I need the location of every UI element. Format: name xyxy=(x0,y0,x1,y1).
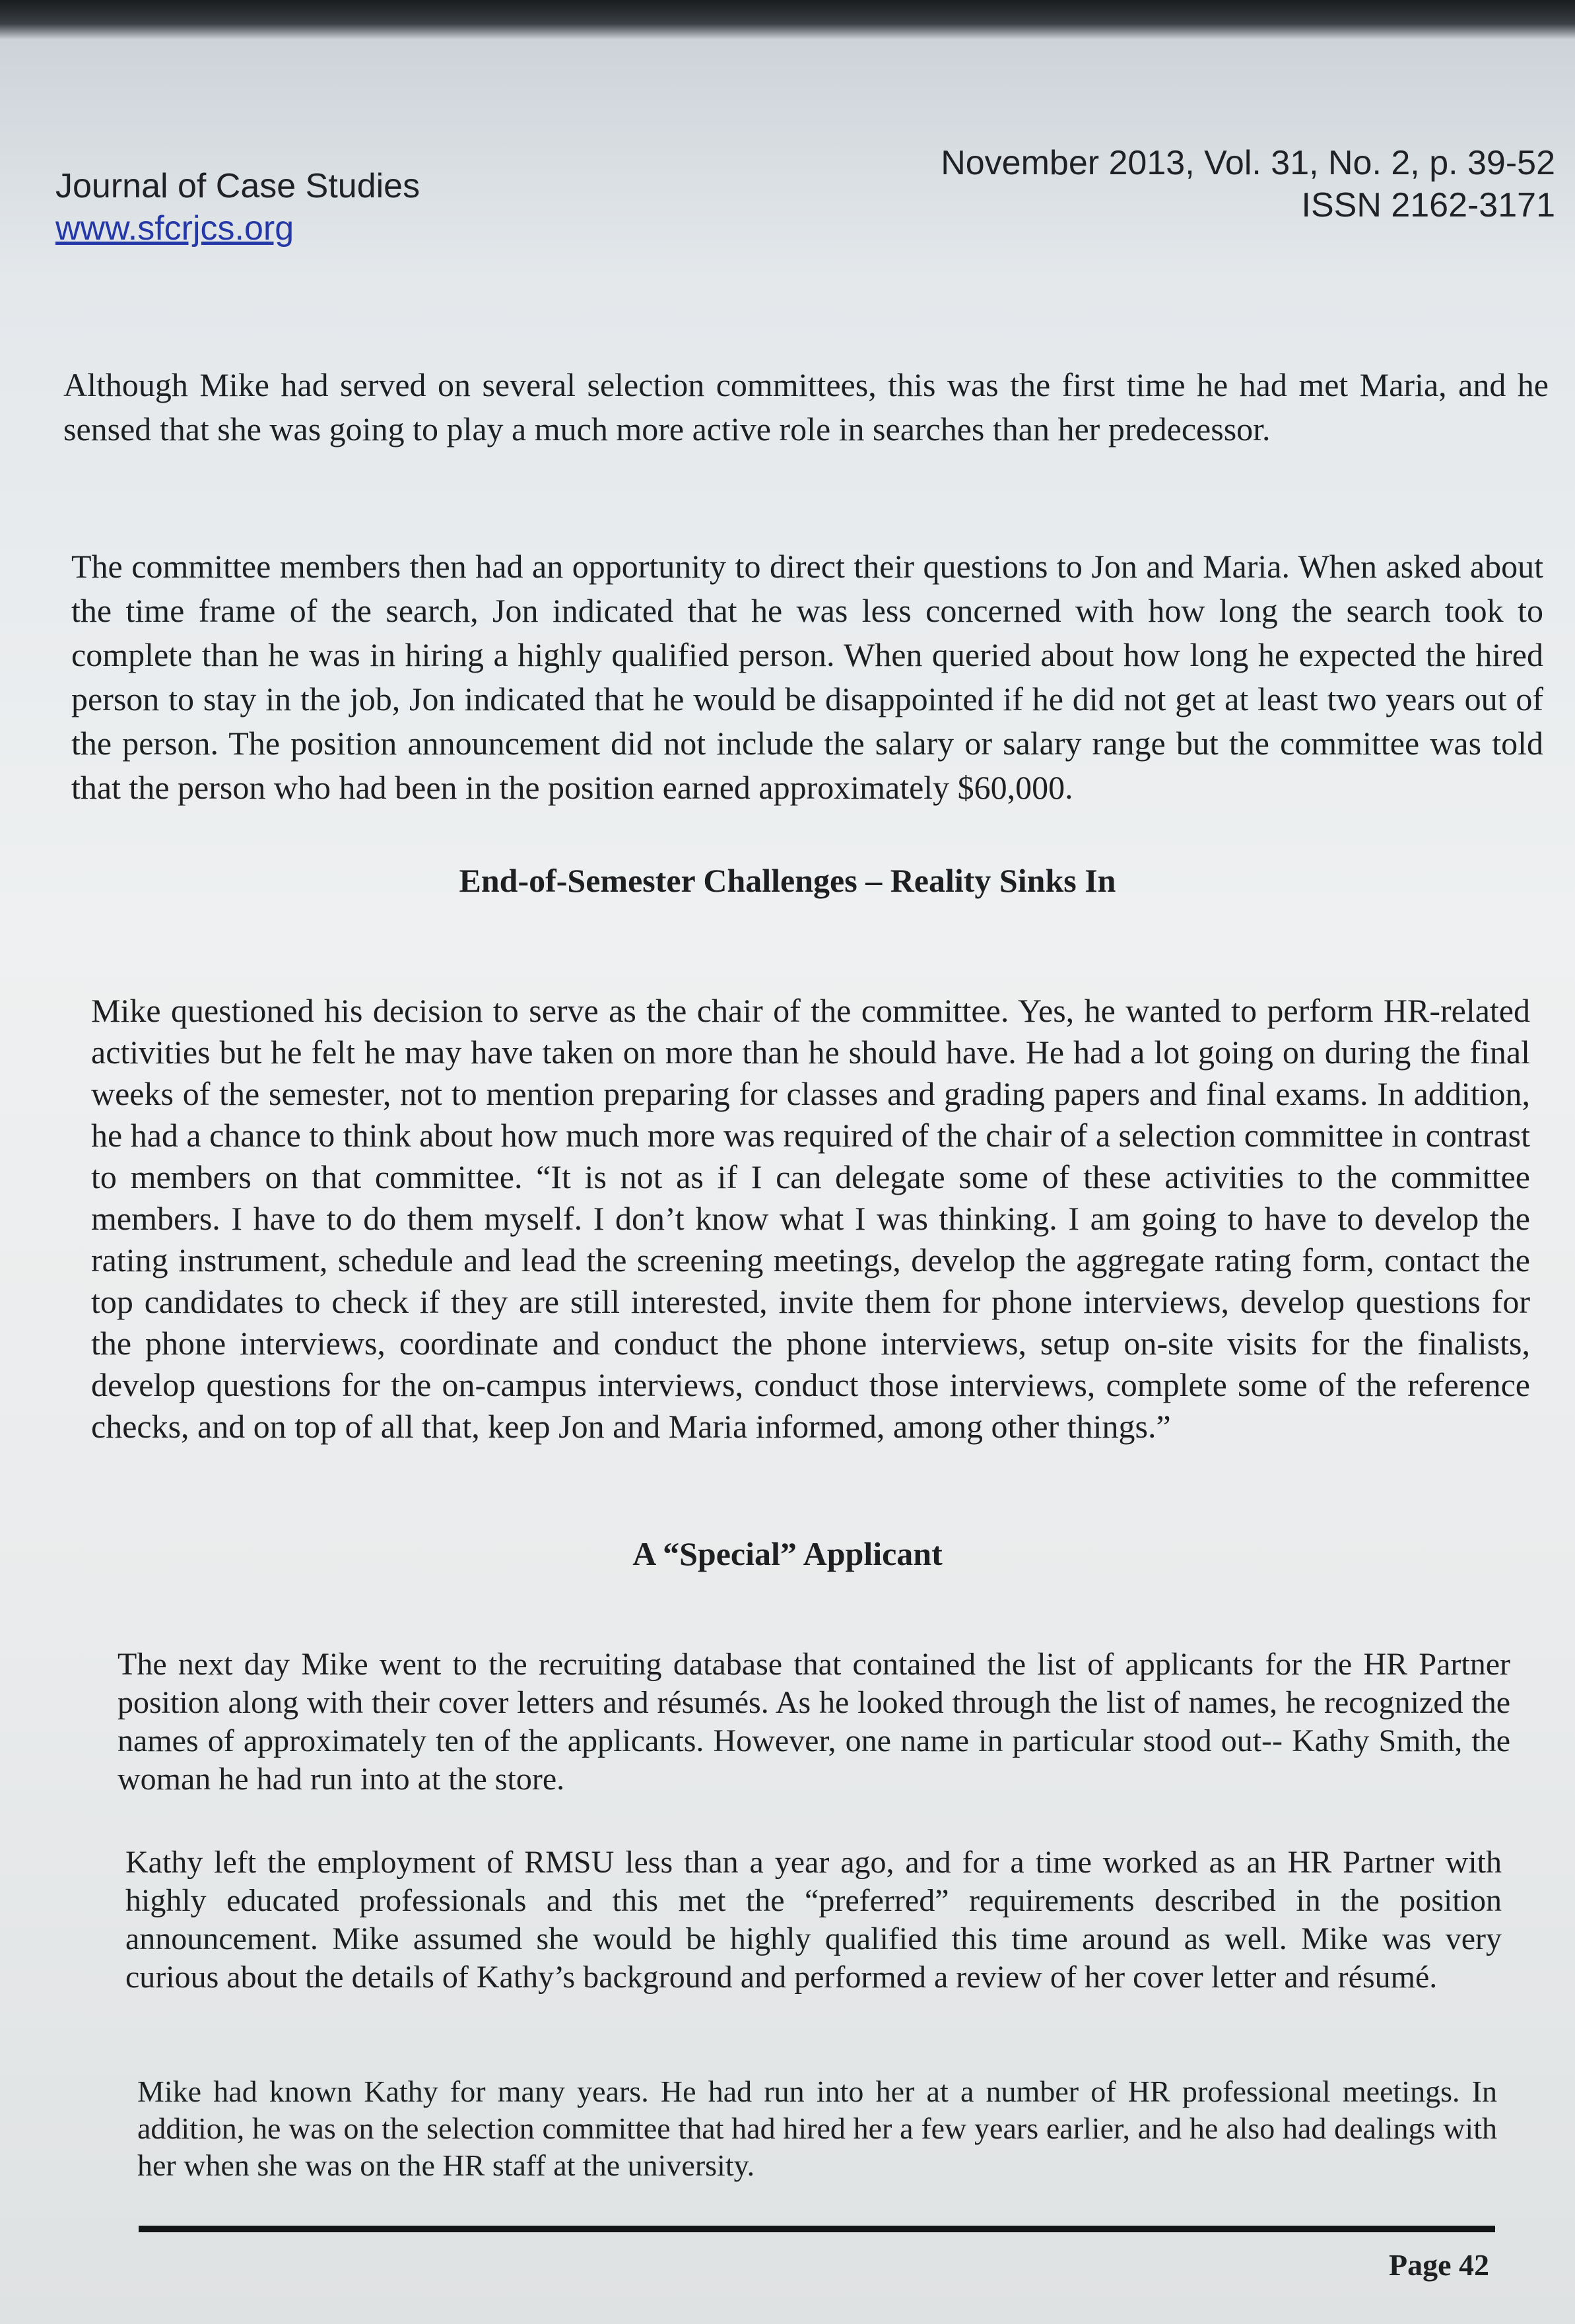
section-heading-challenges: End-of-Semester Challenges – Reality Sinks In xyxy=(459,862,1116,899)
journal-name: Journal of Case Studies xyxy=(55,167,420,205)
paragraph-kathy-history: Mike had known Kathy for many years. He had run into her at a number of HR professional meetings. In addition, he was on the selection committee that had hired her a few years earlier, and he also had dealings with her when she was on the HR staff at the university. xyxy=(137,2075,1497,2182)
footer-divider xyxy=(139,2226,1495,2232)
section-heading-special-applicant: A “Special” Applicant xyxy=(632,1535,943,1572)
paragraph-kathy-background: Kathy left the employment of RMSU less than a year ago, and for a time worked as an HR Partner with highly educated professionals and this met the “preferred” requirements described in the position announcement. Mike assumed she would be highly qualified this time around as well. Mike was very curious about the details of Kathy’s background and performed a review of her cover letter and résumé. xyxy=(125,1845,1502,1995)
paragraph-committee-questions: The committee members then had an opportunity to direct their questions to Jon and Maria. When asked about the time frame of the search, Jon indicated that he was less concerned with how long the search took to complete than he was in hiring a highly qualified person. When queried about how long he expected the hired person to stay in the job, Jon indicated that he would be disappointed if he did not get at least two years out of the person. The position announcement did not include the salary or salary range but the committee was told that the person who had been in the position earned approximately $60,000. xyxy=(71,548,1543,806)
paragraph-database: The next day Mike went to the recruiting database that contained the list of applicants for the HR Partner position along with their cover letters and résumés. As he looked through the list of names, he recognized the names of approximately ten of the applicants. However, one name in particular stood out-- Kathy Smith, the woman he had run into at the store. xyxy=(117,1647,1510,1797)
journal-url-link[interactable]: www.sfcrjcs.org xyxy=(55,209,294,248)
paragraph-challenges: Mike questioned his decision to serve as the chair of the committee. Yes, he wanted to perform HR-related activities but he felt he may have taken on more than he should have. He had a lot going on during the final weeks of the semester, not to mention preparing for classes and grading papers and final exams. In addition, he had a chance to think about how much more was required of the chair of a selection committee in contrast to members on that committee. “It is not as if I can delegate some of these activities to the committee members. I have to do them myself. I don’t know what I was thinking. I am going to have to develop the rating instrument, schedule and lead the screening meetings, develop the aggregate rating form, contact the top candidates to check if they are still interested, invite them for phone interviews, develop questions for the phone interviews, coordinate and conduct the phone interviews, setup on-site visits for the finalists, develop questions for the on-campus interviews, conduct those interviews, complete some of the reference checks, and on top of all that, keep Jon and Maria informed, among other things.” xyxy=(91,992,1530,1445)
page-number: Page 42 xyxy=(1388,2248,1489,2282)
issn: ISSN 2162-3171 xyxy=(1301,186,1555,224)
journal-header xyxy=(55,165,420,249)
issue-info: November 2013, Vol. 31, No. 2, p. 39-52 xyxy=(941,144,1555,182)
paragraph-intro: Although Mike had served on several selection committees, this was the first time he had met Maria, and he sensed that she was going to play a much more active role in searches than her predecessor. xyxy=(63,366,1549,448)
issue-meta xyxy=(941,142,1555,226)
